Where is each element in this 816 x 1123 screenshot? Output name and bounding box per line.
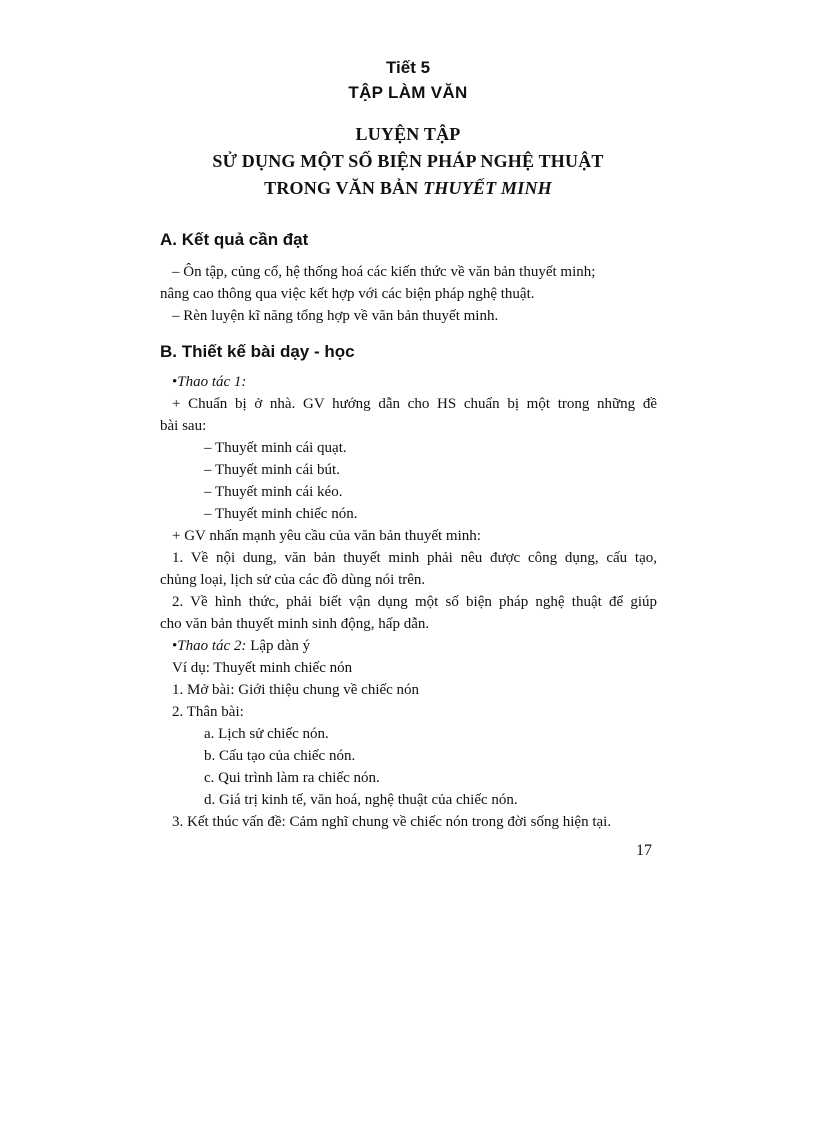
topic-item: – Thuyết minh chiếc nón. bbox=[204, 506, 358, 522]
operation-1-label: Thao tác 1: bbox=[177, 374, 247, 390]
requirement-1-line-2: chủng loại, lịch sử của các đồ dùng nói trên. bbox=[160, 572, 426, 588]
title-line-3-prefix: TRONG VĂN BẢN bbox=[264, 178, 424, 198]
prep-line-2: bài sau: bbox=[160, 418, 207, 434]
section-a-p1-line2: nâng cao thông qua việc kết hợp với các biện pháp nghệ thuật. bbox=[160, 286, 535, 302]
body-item: b. Cấu tạo của chiếc nón. bbox=[204, 748, 356, 764]
outline-conclusion: 3. Kết thúc vấn đề: Cảm nghĩ chung về chiếc nón trong đời sống hiện tại. bbox=[172, 814, 612, 830]
body-item: d. Giá trị kinh tế, văn hoá, nghệ thuật của chiếc nón. bbox=[204, 792, 518, 808]
title-line-3-italic: THUYẾT MINH bbox=[423, 178, 552, 198]
example-line: Ví dụ: Thuyết minh chiếc nón bbox=[172, 660, 353, 676]
page-number: 17 bbox=[636, 842, 652, 859]
section-a-heading: A. Kết quả cần đạt bbox=[160, 230, 309, 249]
title-line-2: SỬ DỤNG MỘT SỐ BIỆN PHÁP NGHỆ THUẬT bbox=[212, 151, 604, 171]
bullet-icon: • bbox=[172, 374, 178, 390]
title-line-1: LUYỆN TẬP bbox=[355, 124, 461, 144]
operation-2-label: Thao tác 2: bbox=[177, 638, 247, 654]
operation-1 bbox=[172, 372, 246, 392]
requirement-2-line-1: 2. Về hình thức, phải biết vận dụng một số biện pháp nghệ thuật để giúp bbox=[172, 594, 657, 610]
topic-item: – Thuyết minh cái quạt. bbox=[204, 440, 347, 456]
body-item: c. Qui trình làm ra chiếc nón. bbox=[204, 770, 380, 786]
section-a-p2: – Rèn luyện kĩ năng tổng hợp về văn bản thuyết minh. bbox=[172, 308, 499, 324]
outline-intro: 1. Mở bài: Giới thiệu chung về chiếc nón bbox=[172, 682, 420, 698]
bullet-icon: • bbox=[172, 638, 178, 654]
title-line-3 bbox=[0, 178, 816, 199]
operation-2-text: Lập dàn ý bbox=[246, 638, 311, 654]
requirement-2 bbox=[160, 592, 657, 612]
topic-item: – Thuyết minh cái bút. bbox=[204, 462, 340, 478]
subject-title: TẬP LÀM VĂN bbox=[348, 83, 468, 102]
operation-2 bbox=[172, 636, 310, 656]
lesson-number: Tiết 5 bbox=[385, 58, 431, 77]
prep-paragraph bbox=[160, 394, 657, 414]
section-a-p1-line1: – Ôn tập, củng cố, hệ thống hoá các kiến thức về văn bản thuyết minh; bbox=[172, 264, 596, 280]
requirement-1-line-1: 1. Về nội dung, văn bản thuyết minh phải nêu được công dụng, cấu tạo, bbox=[172, 550, 657, 566]
topic-item: – Thuyết minh cái kéo. bbox=[204, 484, 343, 500]
emphasis-line: + GV nhấn mạnh yêu cầu của văn bản thuyết minh: bbox=[172, 528, 481, 544]
requirement-2-line-2: cho văn bản thuyết minh sinh động, hấp dẫn. bbox=[160, 616, 430, 632]
requirement-1 bbox=[160, 548, 657, 568]
section-b-heading: B. Thiết kế bài dạy - học bbox=[160, 342, 355, 361]
body-item: a. Lịch sử chiếc nón. bbox=[204, 726, 329, 742]
prep-line-1: + Chuẩn bị ở nhà. GV hướng dẫn cho HS chuẩn bị một trong những đề bbox=[172, 396, 657, 412]
outline-body: 2. Thân bài: bbox=[172, 704, 244, 720]
